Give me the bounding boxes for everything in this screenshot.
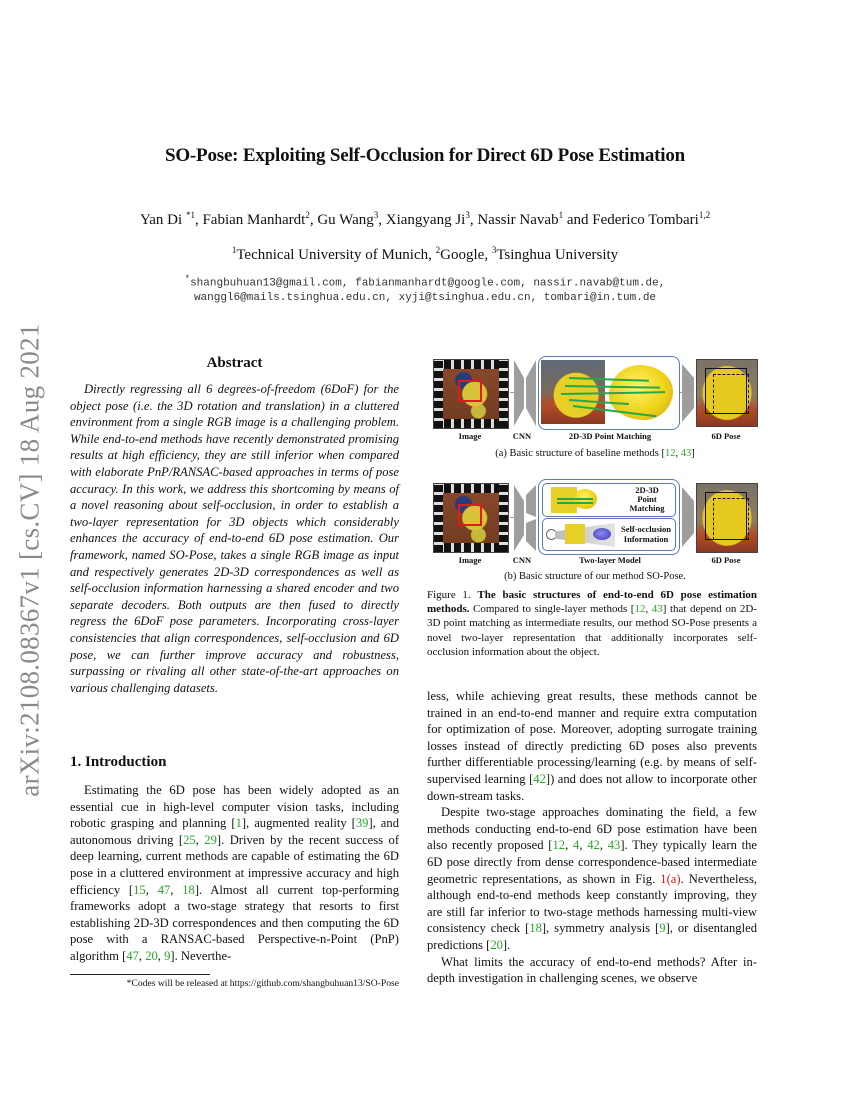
intro-paragraph-3 xyxy=(427,954,757,987)
label-line: Self-occlusion xyxy=(620,524,672,534)
citation-link[interactable]: 43 xyxy=(680,448,692,459)
citation-link[interactable]: 25 xyxy=(183,832,196,847)
occlusion-layer-label xyxy=(615,524,677,544)
subcaption-a-text: (a) Basic structure of baseline methods [ xyxy=(495,448,665,459)
text-run: ]. xyxy=(502,937,511,952)
label-line: Point xyxy=(637,494,657,504)
decoder-arrow-icon xyxy=(682,487,694,547)
matching-layer xyxy=(542,483,676,517)
affil-marker: 2 xyxy=(435,245,441,255)
affil-name: Google xyxy=(440,247,485,263)
figure-1b xyxy=(430,481,760,553)
citation-link[interactable]: 42 xyxy=(587,838,600,853)
text-run: , xyxy=(599,838,608,853)
caption-text: ] that depend on 2D-3D point matching as intermediate results, our method SO-Pose presents a novel two-layer representation that additionally incorporates self-occlusion information about the object. xyxy=(427,603,758,658)
label-image-a: Image xyxy=(458,431,482,441)
citation-link[interactable]: 4 xyxy=(573,838,580,853)
intro-paragraph-1 xyxy=(70,782,399,965)
label-line: Matching xyxy=(629,503,665,513)
author-name: Federico Tombari xyxy=(592,212,699,228)
label-line: Information xyxy=(623,534,669,544)
two-layer-model-box xyxy=(538,479,680,555)
text-run: ]) and does not allow to incorporate other down-stream tasks. xyxy=(427,771,757,803)
input-image-a xyxy=(433,359,509,429)
author-emails xyxy=(0,272,850,305)
text-run: What limits the accuracy of end-to-end methods? After in-depth investigation in challenging scenes, we observe xyxy=(427,954,757,986)
text-run: . Nevertheless, although end-to-end methods keep constantly improving, they are still far inferior to two-stage methods harnessing multi-view consistency check [ xyxy=(427,871,757,936)
input-image-b xyxy=(433,483,509,553)
intro-right-column xyxy=(427,688,757,987)
text-run: ], symmetry analysis [ xyxy=(541,921,660,936)
detection-box xyxy=(458,380,482,402)
bbox-3d-back xyxy=(713,498,749,540)
abstract-text: Directly regressing all 6 degrees-of-freedom (6DoF) for the object pose (i.e. the 3D rotation and translation) in a cluttered environment from a single RGB image is a challenging problem. While end-to-end methods have recently demonstrated promising results at high efficiency, they are still inferior when compared with elaborate PnP/RANSAC-based approaches in terms of pose accuracy. In this work, we address this shortcoming by means of a novel reasoning about self-occlusion, in order to establish a two-layer representation for 3D objects which considerably enhances the accuracy of end-to-end 6D pose estimation. Our framework, named SO-Pose, takes a single RGB image as input and respectively generates 2D-3D correspondences as well as self-occlusion information harnessing a shared encoder and two separate decoders. Both outputs are then fused to directly regress the 6DoF pose parameters. Incorporating cross-layer consistencies that align correspondences, self-occlusion and 6D pose, we can further improve accuracy and robustness, surpassing or rivaling all other state-of-the-art approaches on various challenging datasets. xyxy=(70,382,399,695)
author-affil-marker: 2 xyxy=(305,210,310,220)
citation-link[interactable]: 47 xyxy=(157,882,171,897)
decoder-arrow-icon xyxy=(682,364,694,422)
footnote: *Codes will be released at https://github.com/shangbuhuan13/SO-Pose xyxy=(126,978,399,989)
intro-paragraph-2 xyxy=(427,804,757,953)
citation-link[interactable]: 20 xyxy=(490,937,503,952)
paper-title: SO-Pose: Exploiting Self-Occlusion for Direct 6D Pose Estimation xyxy=(164,145,686,166)
author-name: Yan Di xyxy=(139,212,186,228)
label-matching-a: 2D-3D Point Matching xyxy=(568,431,652,441)
abstract-heading: Abstract xyxy=(206,355,263,371)
label-cnn-a: CNN xyxy=(512,431,532,441)
detection-box xyxy=(458,504,482,526)
citation-link[interactable]: 39 xyxy=(355,816,369,831)
pose-result-b xyxy=(696,483,758,553)
author-affil-marker: 3 xyxy=(465,210,470,220)
subcaption-a-end: ] xyxy=(691,448,695,459)
figure-caption: Figure 1. The basic structures of end-to-end 6D pose estimation methods. Compared to single-layer methods [12, 43] that depend on 2D-3D point matching as intermediate results, our method SO-Pose presents a novel two-layer representation that additionally incorporates self-occlusion information about the object. xyxy=(427,589,758,658)
text-run: , xyxy=(565,838,574,853)
citation-link[interactable]: 18 xyxy=(182,882,195,897)
label-cnn-b: CNN xyxy=(512,555,532,565)
citation-link[interactable]: 43 xyxy=(651,603,663,616)
text-run: Despite two-stage approaches dominating the field, a few methods conducting end-to-end 6D pose estimation have been also recently proposed [ xyxy=(427,805,757,853)
text-run: , xyxy=(195,832,205,847)
author-name: Xiangyang Ji xyxy=(385,212,466,228)
cnn-encoder-two-decoders-icon xyxy=(514,485,536,551)
text-run: , xyxy=(157,948,165,963)
text-run: ]. Almost all current top-performing frameworks adopt a two-stage strategy that resorts to first establishing 2D-3D correspondences and then computing the 6D pose with a RANSAC-based Perspective-n-Point (PnP) algorithm [ xyxy=(70,882,400,963)
citation-link[interactable]: 9 xyxy=(164,948,171,963)
email-line-1: shangbuhuan13@gmail.com, fabianmanhardt@google.com, nassir.navab@tum.de, xyxy=(190,277,666,290)
text-run: ]. They typically learn the 6D pose directly from dense correspondence-based intermediate geometric representations, as shown in Fig. xyxy=(427,838,758,886)
label-line: 2D-3D xyxy=(635,485,659,495)
author-affil-marker: 1,2 xyxy=(698,210,711,220)
affiliations: $^1$Technical University of Munich, $^2$Google, $^3$Tsinghua University xyxy=(231,245,619,263)
bbox-3d-back xyxy=(713,374,749,414)
correspondence-line xyxy=(557,498,593,500)
subcaption-a: (a) Basic structure of baseline methods [12, 43] xyxy=(495,448,695,459)
caption-bold: The basic structures of end-to-end 6D pose estimation methods. xyxy=(427,589,757,616)
text-run: , xyxy=(145,882,158,897)
cnn-encoder-decoder-icon xyxy=(514,360,536,426)
citation-link[interactable]: 20 xyxy=(145,948,158,963)
text-run: ], augmented reality [ xyxy=(241,816,356,831)
author-affil-marker: 3 xyxy=(373,210,379,220)
text-run: less, while achieving great results, these methods cannot be trained in an end-to-end manner and require extra computation for optimization of pose. Moreover, adopting surrogate training losses instead of directly predicting 6D poses also prevents further differentiable processing/learning (e.g. by means of self-supervised learning [ xyxy=(427,689,757,786)
text-run: ]. Driven by the recent success of deep learning, current methods are capable of estimating the 6D pose in a cluttered environment at impressive accuracy and high efficiency [ xyxy=(70,832,400,897)
intro-paragraph-1-cont xyxy=(427,689,757,803)
author-list: Yan Di $^{*1}$, Fabian Manhardt$^2$, Gu Wang$^3$, Xiangyang Ji$^3$, Nassir Navab$^1$ and Federico Tombari$^{1,2}$ xyxy=(139,210,711,228)
text-run: , xyxy=(170,882,183,897)
point-matching-box xyxy=(538,356,680,430)
affil-name: Technical University of Munich xyxy=(236,247,429,263)
figure-label: Figure 1. xyxy=(427,589,471,601)
affil-name: Tsinghua University xyxy=(496,247,619,263)
correspondence-line xyxy=(557,502,593,504)
email-line-2: wanggl6@mails.tsinghua.edu.cn, xyji@tsinghua.edu.cn, tombari@in.tum.de xyxy=(193,291,657,304)
occlusion-map xyxy=(593,528,611,540)
citation-link[interactable]: 18 xyxy=(529,921,542,936)
author-name: Gu Wang xyxy=(317,212,374,228)
subcaption-b: (b) Basic structure of our method SO-Pose. xyxy=(504,571,686,582)
citation-link[interactable]: 9 xyxy=(659,921,666,936)
citation-link[interactable]: 1 xyxy=(235,816,242,831)
arxiv-stamp xyxy=(10,290,50,830)
footnote-rule xyxy=(70,974,210,975)
label-pose-b: 6D Pose xyxy=(711,555,741,565)
citation-link[interactable]: 12 xyxy=(552,838,566,853)
affil-marker: 3 xyxy=(491,245,497,255)
email-marker: * xyxy=(184,274,191,284)
citation-link[interactable]: 15 xyxy=(133,882,146,897)
caption-text: Compared to single-layer methods [ xyxy=(469,603,635,616)
text-run: Estimating the 6D pose has been widely adopted as an essential cue in high-level computer vision tasks, including robotic grasping and planning [ xyxy=(70,783,399,831)
author-name: Fabian Manhardt xyxy=(202,212,306,228)
text-run: , xyxy=(579,838,588,853)
matching-layer-label xyxy=(619,486,675,513)
author-affil-marker: *1 xyxy=(185,210,195,220)
citation-link[interactable]: 47 xyxy=(126,948,139,963)
introduction-heading: 1. Introduction xyxy=(70,754,167,770)
label-image-b: Image xyxy=(458,555,482,565)
text-run: ]. Neverthe- xyxy=(170,948,232,963)
figure-1a xyxy=(430,356,760,430)
citation-link[interactable]: 42 xyxy=(533,771,546,786)
label-two-layer-model: Two-layer Model xyxy=(579,555,641,565)
citation-link[interactable]: 12 xyxy=(634,603,646,616)
figure-ref-link[interactable]: 1(a) xyxy=(660,871,681,886)
citation-link[interactable]: 29 xyxy=(204,832,217,847)
text-run: ], or disentangled predictions [ xyxy=(427,921,757,952)
pose-result-a xyxy=(696,359,758,427)
author-name: Nassir Navab xyxy=(477,212,559,228)
occlusion-crop xyxy=(565,524,585,544)
label-pose-a: 6D Pose xyxy=(711,431,741,441)
citation-link[interactable]: 43 xyxy=(607,838,621,853)
affil-marker: 1 xyxy=(231,245,237,255)
self-occlusion-layer xyxy=(542,518,676,551)
text-run: ], and autonomous driving [ xyxy=(70,816,399,847)
text-run: , xyxy=(138,948,146,963)
citation-link[interactable]: 12 xyxy=(664,448,676,459)
author-affil-marker: 1 xyxy=(558,210,564,220)
arxiv-id: arXiv:2108.08367v1 [cs.CV] 18 Aug 2021 xyxy=(14,323,45,797)
